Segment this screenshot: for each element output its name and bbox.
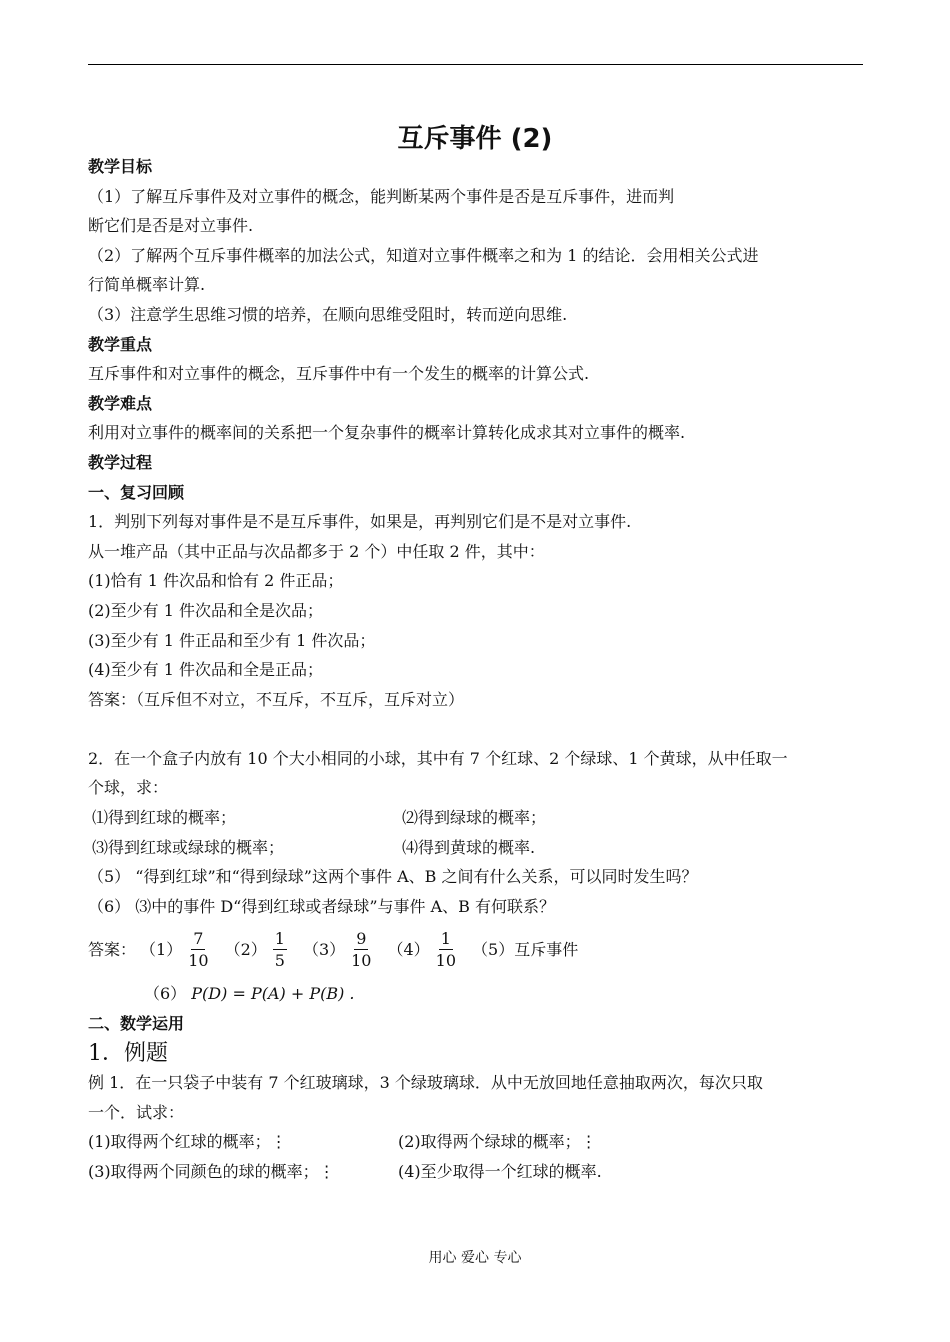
fraction-denominator: 10 — [435, 950, 457, 970]
document-body — [88, 152, 864, 1187]
example-1-row — [88, 1157, 864, 1187]
answer-fraction — [273, 928, 287, 971]
answer-fraction — [436, 928, 456, 971]
page-footer: 用心 爱心 专心 — [428, 1250, 522, 1266]
question-2-item: ⑶得到红球或绿球的概率； — [92, 837, 285, 857]
question-2-item: ⑴得到红球的概率； — [92, 808, 237, 828]
difficulty-heading: 教学难点 — [88, 393, 153, 413]
example-1-line-2: 一个．试求： — [88, 1102, 185, 1122]
key-points-text: 互斥事件和对立事件的概念，互斥事件中有一个发生的概率的计算公式. — [88, 364, 590, 384]
answer-item — [387, 928, 462, 971]
question-1-setup: 从一堆产品（其中正品与次品都多于 2 个）中任取 2 件，其中： — [88, 541, 545, 561]
fraction-denominator: 10 — [351, 950, 372, 970]
header-rule — [88, 64, 863, 65]
example-1-row — [88, 1127, 864, 1157]
question-1-answer: 答案：（互斥但不对立，不互斥，不互斥，互斥对立） — [88, 689, 465, 709]
answer-6-label: （6） — [144, 984, 187, 1004]
fraction-numerator: 9 — [356, 928, 367, 948]
example-1-item: (4)至少取得一个红球的概率. — [398, 1162, 602, 1181]
answer-item — [225, 928, 293, 971]
question-2-item-5: （5） “得到红球”和“得到绿球”这两个事件 A、B 之间有什么关系，可以同时发生吗？ — [88, 867, 698, 887]
page-title: 互斥事件 (2) — [397, 124, 553, 154]
question-1-item: (4)至少有 1 件次品和全是正品； — [88, 660, 324, 680]
question-1-item: (2)至少有 1 件次品和全是次品； — [88, 600, 324, 620]
answer-fraction — [188, 928, 208, 971]
question-1: 1．判别下列每对事件是不是互斥事件，如果是，再判别它们是不是对立事件. — [88, 512, 632, 532]
goal-3: （3）注意学生思维习惯的培养，在顺向思维受阻时，转而逆向思维. — [88, 304, 568, 324]
example-1-item: (1)取得两个红球的概率；⋮ — [88, 1132, 287, 1152]
answer-6-formula: P(D) = P(A) + P(B) . — [191, 984, 355, 1004]
example-1-line-1: 例 1．在一只袋子中装有 7 个红玻璃球，3 个绿玻璃球．从中无放回地任意抽取两次，每次只取 — [88, 1073, 763, 1093]
goal-2-line-1: （2）了解两个互斥事件概率的加法公式，知道对立事件概率之和为 1 的结论．会用相关公式进 — [88, 245, 759, 265]
answer-item-label: （4） — [387, 939, 430, 959]
fraction-numerator: 1 — [440, 928, 451, 948]
example-heading: 1．例题 — [88, 1040, 168, 1066]
answer-item — [303, 928, 378, 971]
answer-5: （5）互斥事件 — [472, 939, 579, 959]
fraction-numerator: 1 — [274, 928, 285, 948]
question-2-item: ⑷得到黄球的概率. — [402, 837, 536, 857]
question-1-item: (1)恰有 1 件次品和恰有 2 件正品； — [88, 571, 344, 591]
question-1-item: (3)至少有 1 件正品和至少有 1 件次品； — [88, 630, 376, 650]
fraction-denominator: 5 — [274, 950, 285, 970]
question-2-line-1: 2．在一个盒子内放有 10 个大小相同的小球，其中有 7 个红球、2 个绿球、1 个黄球，从中任取一 — [88, 748, 788, 768]
key-points-heading: 教学重点 — [88, 334, 153, 354]
answer-6 — [88, 979, 864, 1009]
answer-item — [140, 928, 215, 971]
review-heading: 一、复习回顾 — [88, 482, 185, 502]
question-2-item: ⑵得到绿球的概率； — [402, 808, 547, 828]
goal-1-line-1: （1）了解互斥事件及对立事件的概念，能判断某两个事件是否是互斥事件，进而判 — [88, 186, 675, 206]
answer-label: 答案： — [88, 939, 137, 959]
answer-item-label: （1） — [140, 939, 183, 959]
difficulty-text: 利用对立事件的概率间的关系把一个复杂事件的概率计算转化成求其对立事件的概率. — [88, 423, 686, 443]
question-2-item-6: （6） ⑶中的事件 D“得到红球或者绿球”与事件 A、B 有何联系？ — [88, 896, 556, 916]
question-2-row — [88, 833, 864, 863]
answer-fraction — [351, 928, 371, 971]
goals-heading: 教学目标 — [88, 157, 153, 176]
goal-1-line-2: 断它们是否是对立事件. — [88, 216, 254, 236]
example-1-item: (2)取得两个绿球的概率；⋮ — [398, 1132, 597, 1152]
answer-item-label: （2） — [224, 939, 267, 959]
application-heading: 二、数学运用 — [88, 1014, 185, 1034]
question-2-line-2: 个球，求： — [88, 778, 169, 798]
process-heading: 教学过程 — [88, 452, 153, 472]
fraction-numerator: 7 — [193, 928, 204, 948]
question-2-row — [88, 803, 864, 833]
example-1-item: (3)取得两个同颜色的球的概率；⋮ — [88, 1162, 335, 1181]
goal-2-line-2: 行简单概率计算. — [88, 275, 206, 295]
fraction-denominator: 10 — [188, 950, 209, 970]
question-2-answers — [88, 919, 864, 979]
answer-item-label: （3） — [302, 939, 346, 959]
